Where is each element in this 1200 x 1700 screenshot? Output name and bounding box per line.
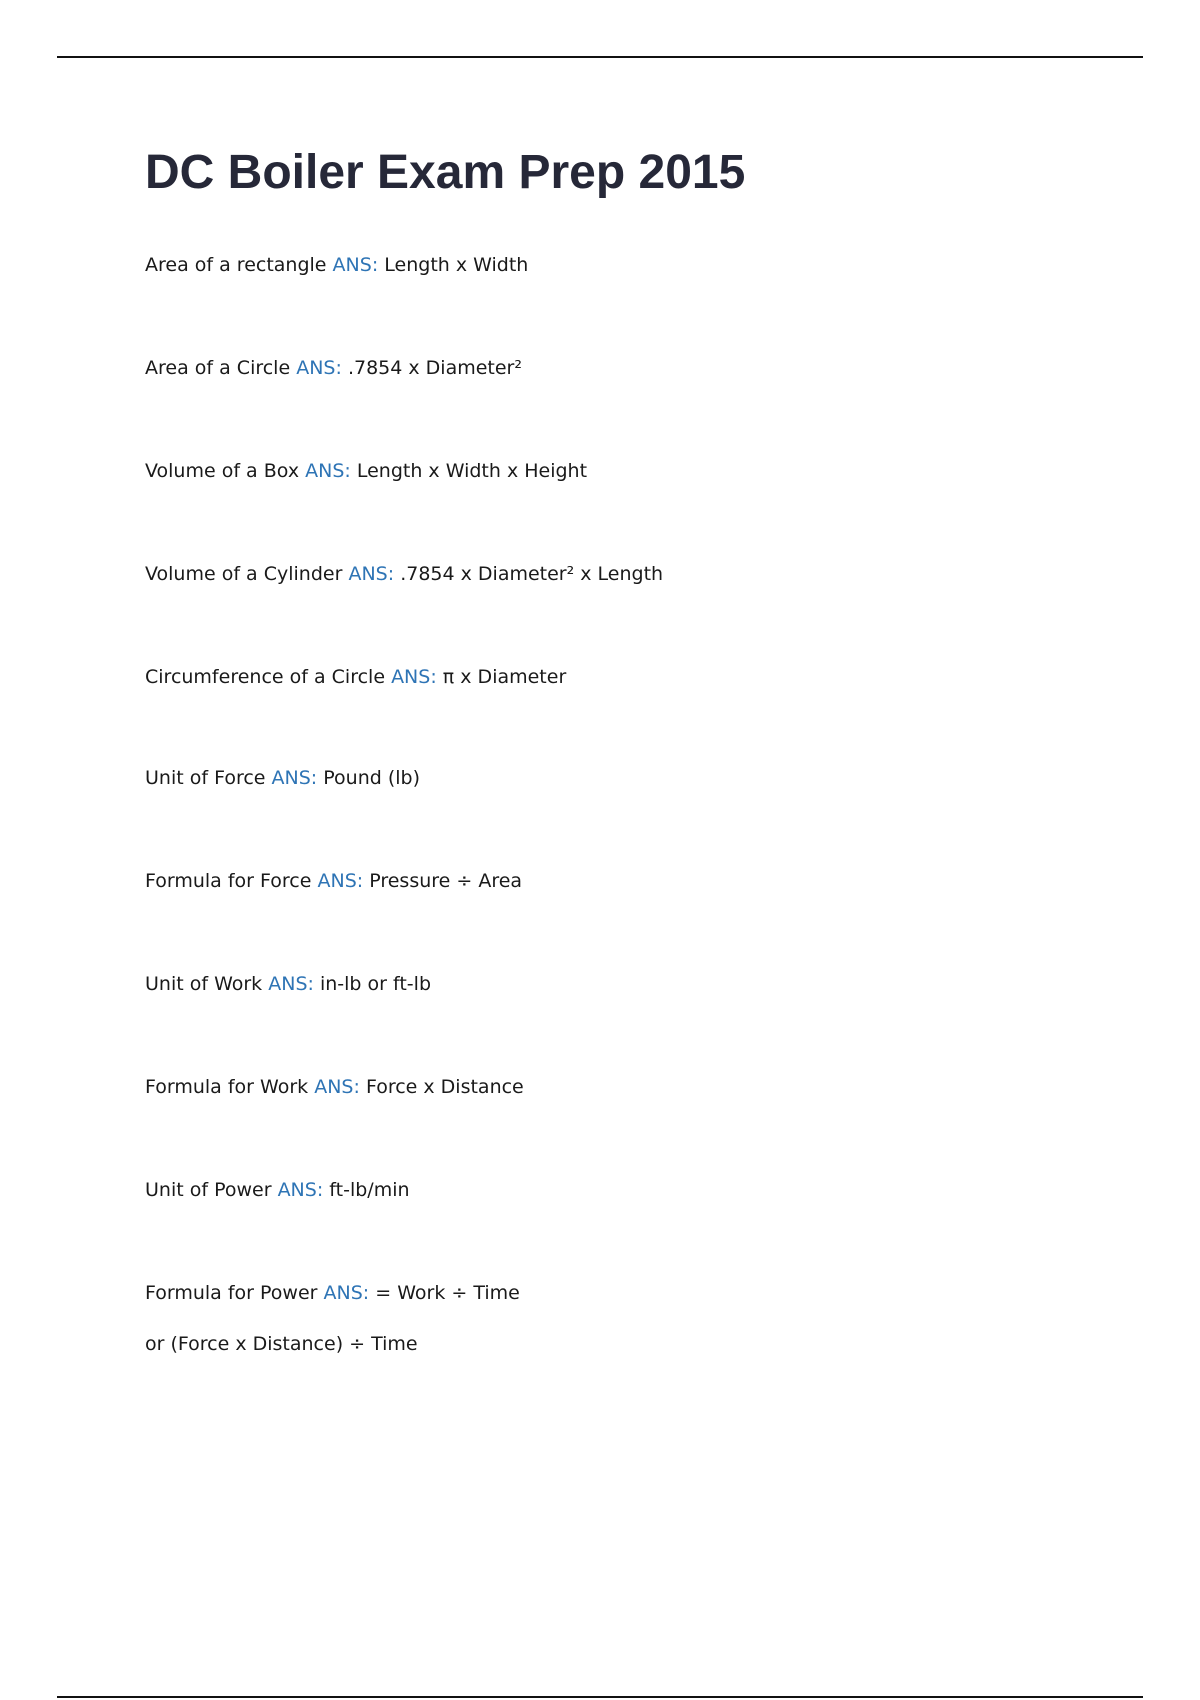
answer-text: Length x Width x Height [356,460,588,482]
ans-label: ANS: [323,1282,370,1304]
ans-label: ANS: [348,563,395,585]
ans-label: ANS: [271,767,318,789]
answer-text: .7854 x Diameter² x Length [400,563,664,585]
question-text: Unit of Power [145,1179,272,1201]
ans-label: ANS: [305,460,351,482]
ans-label: ANS: [332,254,379,276]
question-text: Volume of a Cylinder [145,563,343,585]
qa-item [145,868,522,894]
qa-item [145,971,431,997]
question-text: Formula for Force [145,870,312,892]
answer-text: Pressure ÷ Area [369,870,523,892]
answer-text: Force x Distance [365,1076,524,1098]
top-rule [57,56,1143,58]
qa-item [145,458,587,484]
bottom-rule [57,1696,1143,1698]
ans-label: ANS: [268,973,314,995]
qa-item [145,561,663,587]
qa-item [145,252,528,278]
answer-text: .7854 x Diameter² [347,357,522,379]
answer-text: Length x Width [384,254,529,276]
ans-label: ANS: [277,1179,324,1201]
ans-label: ANS: [314,1076,360,1098]
qa-item [145,1074,524,1100]
qa-item [145,1280,520,1306]
question-text: Volume of a Box [145,460,300,482]
answer-continuation: or (Force x Distance) ÷ Time [145,1333,418,1355]
question-text: Formula for Work [145,1076,309,1098]
question-text: Unit of Force [145,767,266,789]
question-text: Unit of Work [145,973,263,995]
qa-item [145,1177,410,1203]
question-text: Formula for Power [145,1282,318,1304]
qa-item [145,355,522,381]
qa-item [145,765,420,791]
ans-label: ANS: [296,357,342,379]
ans-label: ANS: [391,666,437,688]
answer-text: = Work ÷ Time [375,1282,520,1304]
answer-text: ft-lb/min [329,1179,410,1201]
qa-item [145,664,566,690]
answer-text: Pound (lb) [323,767,421,789]
question-text: Circumference of a Circle [145,666,386,688]
answer-text: in-lb or ft-lb [319,973,431,995]
question-text: Area of a rectangle [145,254,327,276]
question-text: Area of a Circle [145,357,291,379]
document-title: DC Boiler Exam Prep 2015 [145,146,746,199]
ans-label: ANS: [317,870,364,892]
answer-text: π x Diameter [442,666,567,688]
